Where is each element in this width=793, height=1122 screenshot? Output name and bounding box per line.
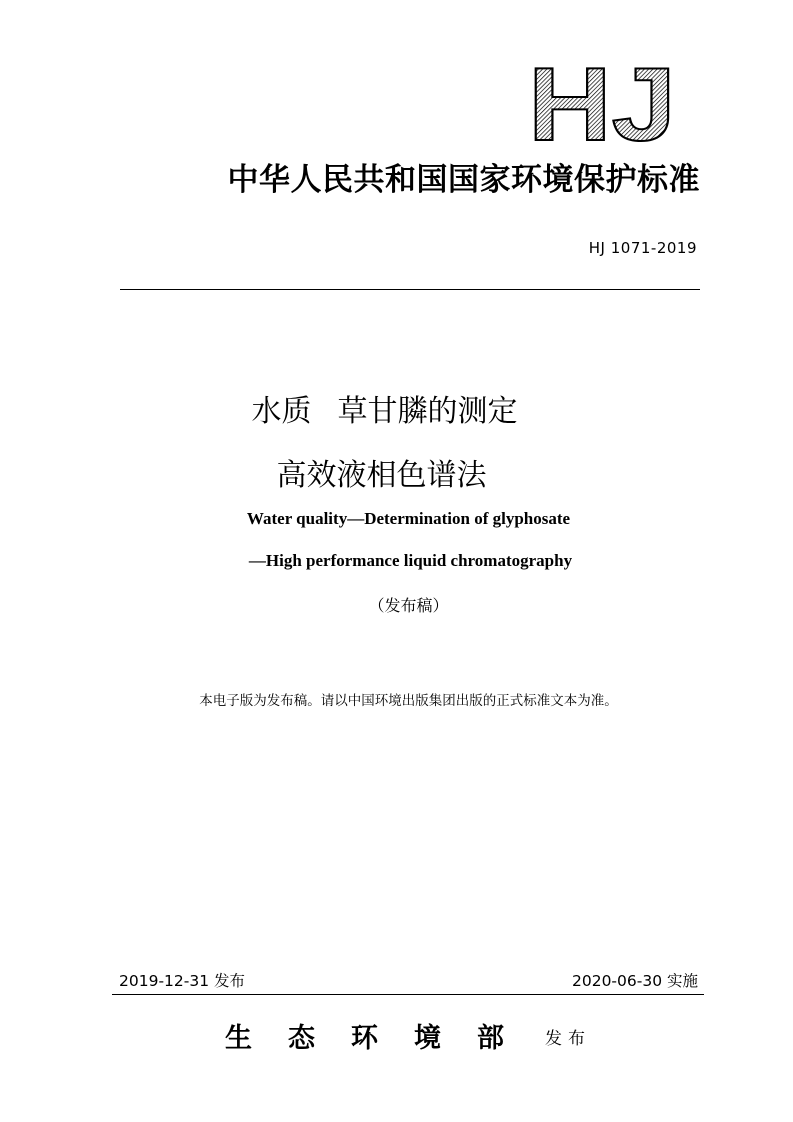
- publisher-suffix: 发布: [545, 1029, 591, 1049]
- footer-divider: [112, 994, 704, 995]
- edition-notice: 本电子版为发布稿。请以中国环境出版集团出版的正式标准文本为准。: [199, 693, 618, 709]
- standard-code: HJ 1071-2019: [588, 239, 697, 257]
- national-standard-title: 中华人民共和国国家环境保护标准: [227, 162, 700, 198]
- header-divider: [120, 289, 700, 290]
- title-english-line1: Water quality—Determination of glyphosate: [246, 509, 571, 528]
- title-chinese-line2: 高效液相色谱法: [276, 458, 487, 493]
- title-chinese-line1: [0, 386, 781, 430]
- hj-logo: [528, 62, 678, 144]
- issue-date: 2019-12-31 发布: [119, 972, 246, 990]
- title-analyte: 草甘膦的测定: [337, 394, 518, 429]
- draft-status-label: （发布稿）: [368, 596, 449, 615]
- title-english-line2: —High performance liquid chromatography: [248, 551, 573, 570]
- publisher-name: 生态环境部: [225, 1023, 540, 1054]
- implementation-date: 2020-06-30 实施: [571, 972, 698, 990]
- logo-text: HJ: [528, 62, 676, 144]
- title-subject: 水质: [251, 394, 312, 429]
